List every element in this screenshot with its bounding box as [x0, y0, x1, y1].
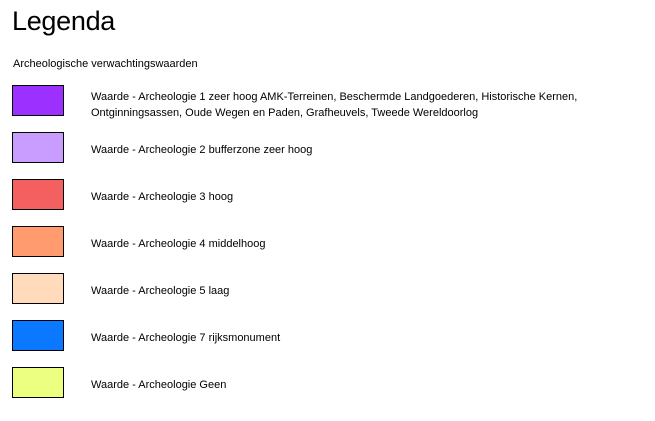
legend-item-label: Waarde - Archeologie 2 bufferzone zeer hoog: [91, 144, 313, 156]
color-swatch-archeologie-4: [12, 226, 64, 257]
legend-item-label: Waarde - Archeologie 1 zeer hoog AMK-Terreinen, Beschermde Landgoederen, Historische Kernen, Ontginningsassen, Oude Wegen en Paden, Grafheuvels, Tweede Wereldoorlog: [91, 91, 578, 119]
legend-item-label: Waarde - Archeologie 5 laag: [91, 285, 230, 297]
legend-item-archeologie-7: [12, 320, 632, 354]
legend-item-archeologie-4: [12, 226, 632, 260]
legend-item-archeologie-geen: [12, 367, 632, 401]
legend-subtitle: Archeologische verwachtingswaarden: [13, 58, 198, 70]
color-swatch-archeologie-2: [12, 132, 64, 163]
legend-item-label: Waarde - Archeologie 4 middelhoog: [91, 238, 266, 250]
legend-item-archeologie-5: [12, 273, 632, 307]
color-swatch-archeologie-5: [12, 273, 64, 304]
color-swatch-archeologie-geen: [12, 367, 64, 398]
color-swatch-archeologie-1: [12, 85, 64, 116]
legend-item-archeologie-1: [12, 85, 632, 119]
legend-title: Legenda: [12, 6, 116, 36]
legend-item-archeologie-2: [12, 132, 632, 166]
color-swatch-archeologie-3: [12, 179, 64, 210]
legend-item-archeologie-3: [12, 179, 632, 213]
legend-item-label: Waarde - Archeologie Geen: [91, 379, 227, 391]
legend-item-label: Waarde - Archeologie 7 rijksmonument: [91, 332, 281, 344]
legend-item-label: Waarde - Archeologie 3 hoog: [91, 191, 234, 203]
color-swatch-archeologie-7: [12, 320, 64, 351]
